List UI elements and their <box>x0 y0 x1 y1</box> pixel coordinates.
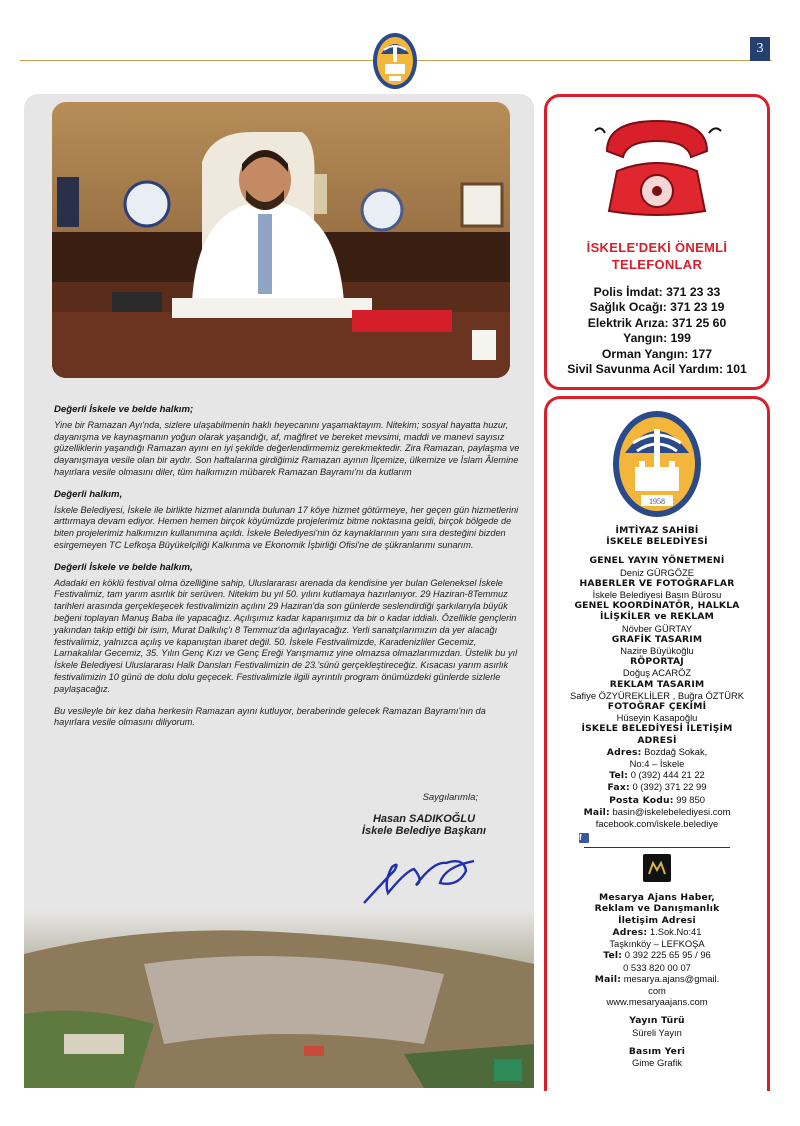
handwritten-signature <box>354 841 494 911</box>
contact-heading-2: ADRESİ <box>637 734 677 746</box>
phone-fire: Yangın: 199 <box>623 331 691 346</box>
graphic-design-heading: GRAFİK TASARIM <box>611 633 703 645</box>
red-telephone-icon <box>587 111 727 221</box>
publication-type-value: Süreli Yayın <box>632 1026 682 1038</box>
mayor-title: İskele Belediye Başkanı <box>361 825 487 837</box>
divider <box>584 847 730 848</box>
letter-greeting-2: Değerli halkım, <box>54 488 123 500</box>
agency-address-line <box>547 926 767 938</box>
letter-paragraph-4: Bu vesileyle bir kez daha herkesin Ramazan ayını kutluyor, beraberinde gelecek Ramazan Bayramı'nın da hayırlara vesile olmasını diliyorum. <box>54 705 486 728</box>
phones-title-line-2: TELEFONLAR <box>611 257 703 272</box>
phone-list <box>547 285 767 377</box>
letter-paragraph-3: Adadaki en köklü festival olma özelliğine sahip, Uluslararası arenada da kendisine yer bulan Geleneksel İskele Festivalimiz, tam yarım asırlık bir serüven. Nitekim bu yıl 50. yılını kutlamaya hazırlanıyor. 29 Haziran-8Temmuz tarihleri arasında gerçekleşecek festivalimizin açılını 29 Haziran'da son günlerde seslendirdiği şarkılarıyla büyük beğeni toplayan Manuş Baba ile yapacağız. Açılışımız kadar kapanışımız da bir o kadar iddialı. Özellikle gençlerin yakından takip ettiği bir isim, Murat Dalkılıç'ı 8 Temmuz'da ağırlayacağız. Yerli sanatçılarımızın da yer alacağı festivalimiz, yalnızca açılış ve kapanıştan ibaret değil. 50. İskele Festivalimizde, Karadenizliler Gecemiz, Larnakalılar Gecemiz, 35. Yılın Genç Kızı ve Genç Ereği Yarışmamız yine olmazsa olmazlarımızdan. Üstelik bu yıl İskele Belediyesi Uluslararası Halk Dansları Festivalimizin de 23.'sünü gerçekleştireceğiz. Kısacası yarım asırlık festivalimizin 10 günü de dolu dolu geçecek. Festivalimizle ilgili ayrıntılı program önümüzdeki günlerde sizlerle paylaşacağız. <box>54 577 518 694</box>
phone-civil-defense: Sivil Savunma Acil Yardım: 101 <box>567 362 747 377</box>
agency-address-value-1: 1.Sok.No:41 <box>649 925 702 937</box>
publication-type-heading: Yayın Türü <box>629 1015 685 1027</box>
mayor-name: Hasan SADIKOĞLU <box>372 813 476 825</box>
masthead-box <box>544 396 770 1091</box>
tel-line <box>547 769 767 781</box>
address-label: Adres: <box>606 746 642 758</box>
agency-heading-2: Reklam ve Danışmanlık <box>594 903 720 915</box>
municipality-logo <box>372 32 418 90</box>
photography-name: Hüseyin Kasapoğlu <box>616 712 698 724</box>
municipality-emblem <box>611 409 703 519</box>
letter-paragraph-2: İskele Belediyesi, İskele ile birlikte hizmet alanında bulunan 17 köye hizmet götürmeye, her geçen gün hizmetlerini arttırmaya devam ediyor. Hemen hemen birçok köyümüzde projelerimiz bitme noktasına geldi, birçok bölgede de biten projelerimiz halkımızın kullanımına açıldı. İskele Belediyesi'nin öz kaynaklarının yanı sıra desteğini bizden esirgemeyen TC Lefkoşa Büyükelçiliği Kalkınma ve Ekonomik İşbirliği Ofisi'ne de şükranlarımı sunarım. <box>54 504 519 550</box>
agency-mail-value-1[interactable]: mesarya.ajans@gmail. <box>623 972 720 984</box>
coordinator-heading-2: İLİŞKİLER ve REKLAM <box>599 611 715 623</box>
fax-line <box>547 781 767 793</box>
page-number: 3 <box>750 37 770 61</box>
agency-heading-3: İletişim Adresi <box>618 914 696 926</box>
mail-line <box>547 806 767 818</box>
tel-value: 0 (392) 444 21 22 <box>630 769 705 781</box>
postcode-line <box>547 794 767 806</box>
mayor-office-photo <box>52 102 510 378</box>
print-location-heading: Basım Yeri <box>628 1045 686 1057</box>
interview-name: Doğuş ACARÖZ <box>622 667 692 679</box>
phones-title-line-1: İSKELE'DEKİ ÖNEMLİ <box>586 240 728 255</box>
letter-greeting-1: Değerli İskele ve belde halkım; <box>54 404 194 415</box>
important-phones-box <box>544 94 770 390</box>
ad-design-heading: REKLAM TASARIM <box>609 678 705 690</box>
mail-value[interactable]: basin@iskelebelediyesi.com <box>612 805 731 817</box>
letter-greeting-3: Değerli İskele ve belde halkım, <box>54 561 193 573</box>
address-value-2: No:4 – İskele <box>629 758 685 770</box>
agency-tel-value-1: 0 392 225 65 95 / 96 <box>624 949 711 961</box>
signature-block <box>334 792 514 911</box>
mail-label: Mail: <box>583 806 610 818</box>
masthead-credits <box>547 525 767 1068</box>
mayor-message-panel <box>24 94 534 1088</box>
phone-police: Polis İmdat: 371 23 33 <box>593 285 721 299</box>
contact-heading-1: İSKELE BELEDİYESİ İLETİŞİM <box>581 723 733 735</box>
coordinator-name: Növber GÜRTAY <box>621 622 693 634</box>
agency-website[interactable]: www.mesaryaajans.com <box>606 996 708 1008</box>
emblem-year: 1958 <box>649 497 665 506</box>
letter-paragraph-1: Yine bir Ramazan Ayı'nda, sizlere ulaşabilmenin haklı heyecanını yaşamaktayım. Nitekim; sosyal hayatta huzur, dayanışma ve kaynaşmanın yoğun olarak yaşandığı, af, mağfiret ve bereket mevsimi, maddi ve manevi sayısız güzelliklerin yaşandığı Ramazan ayını en iyi şekilde değerlendirmemiz gerekmektedir. Zira Ramazan, paylaşma ve dayanışmaya vesile olan bir aydır. Son haftalarına girdiğimiz Ramazan ayının İlçemize, ülkemize ve İslam Âlemine hayırlara vesile olmasını diler, tüm halkımızın mübarek Ramazan Bayramı'nı da kutlarım <box>54 419 520 477</box>
mesarya-logo <box>643 854 671 882</box>
agency-mail-value-2: com <box>648 984 666 996</box>
agency-tel-value-2: 0 533 820 00 07 <box>623 961 691 973</box>
agency-mail-label: Mail: <box>594 973 622 985</box>
agency-tel-line <box>547 949 767 961</box>
closing-text: Saygılarımla; <box>422 792 478 803</box>
phone-electric-fault: Elektrik Arıza: 371 25 60 <box>587 315 727 330</box>
mayor-letter <box>54 404 524 739</box>
news-photos-value: İskele Belediyesi Basın Bürosu <box>592 589 722 601</box>
agency-address-value-2: Taşkınköy – LEFKOŞA <box>609 938 705 950</box>
editor-in-chief-heading: GENEL YAYIN YÖNETMENİ <box>589 555 725 567</box>
address-line-1 <box>547 746 767 758</box>
agency-address-label: Adres: <box>612 926 648 938</box>
address-value-1: Bozdağ Sokak, <box>644 745 708 757</box>
graphic-design-name: Nazire Büyükoğlu <box>620 645 694 657</box>
coordinator-heading-1: GENEL KOORDİNATÖR, HALKLA <box>574 600 740 612</box>
facebook-icon[interactable]: f <box>579 833 589 843</box>
news-photos-heading: HABERLER VE FOTOĞRAFLAR <box>579 577 735 589</box>
editor-in-chief-name: Deniz GÜRGÖZE <box>620 566 694 578</box>
print-location-value: Gime Grafik <box>631 1056 682 1068</box>
ad-design-names: Safiye ÖZYÜREKLİLER , Buğra ÖZTÜRK <box>569 689 744 701</box>
fax-value: 0 (392) 371 22 99 <box>632 781 707 793</box>
fax-label: Fax: <box>607 782 630 794</box>
agency-mail-line <box>547 973 767 985</box>
phone-health-center: Sağlık Ocağı: 371 23 19 <box>589 300 725 315</box>
tel-label: Tel: <box>609 770 629 782</box>
phones-title <box>547 239 767 273</box>
imtiyaz-heading-2: İSKELE BELEDİYESİ <box>606 536 708 548</box>
imtiyaz-heading-1: İMTİYAZ SAHİBİ <box>615 525 699 536</box>
postcode-value: 99 850 <box>676 793 705 805</box>
agency-tel-label: Tel: <box>603 950 623 962</box>
agency-heading-1: Mesarya Ajans Haber, <box>599 892 715 904</box>
interview-heading: RÖPORTAJ <box>630 656 684 668</box>
postcode-label: Posta Kodu: <box>609 794 674 806</box>
phone-forest-fire: Orman Yangın: 177 <box>601 346 713 361</box>
facebook-link[interactable]: facebook.com/iskele.belediye <box>595 818 719 830</box>
photography-heading: FOTOĞRAF ÇEKİMİ <box>607 701 707 713</box>
